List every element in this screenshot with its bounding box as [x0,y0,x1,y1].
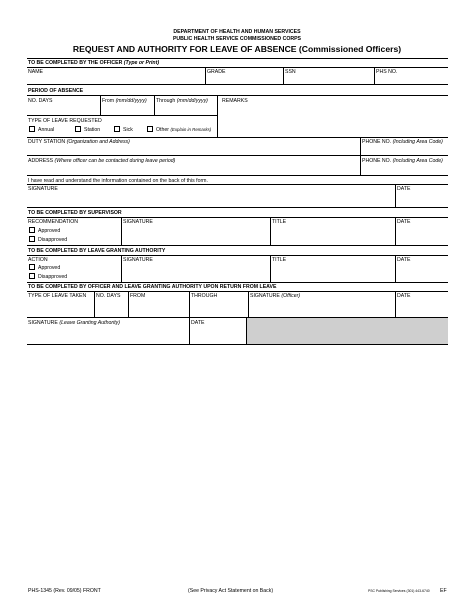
section-divider [27,58,448,59]
from-label: From (mm/dd/yyyy) [102,98,147,104]
department-name: DEPARTMENT OF HEALTH AND HUMAN SERVICES [173,29,301,35]
authority-approved-checkbox[interactable] [29,264,35,270]
supervisor-section-heading: TO BE COMPLETED BY SUPERVISOR [28,210,122,216]
row-line [27,255,448,256]
cell-divider [360,137,361,175]
lga-date-label: DATE [191,320,205,326]
officer-signature-label: SIGNATURE [28,186,58,192]
name-label: NAME [28,69,43,75]
station-label: Station [84,127,101,133]
section-divider [27,207,448,208]
ssn-label: SSN [285,69,296,75]
phone-label: PHONE NO. (Including Area Code) [362,139,443,145]
supervisor-signature-label: SIGNATURE [123,219,153,225]
address-label: ADDRESS (Where officer can be contacted during leave period) [28,158,176,164]
cell-divider [270,255,271,282]
row-line [27,137,448,138]
period-heading: PERIOD OF ABSENCE [28,88,84,94]
cell-divider [283,67,284,84]
annual-checkbox[interactable] [29,126,35,132]
cell-divider [94,291,95,317]
row-line [27,155,448,156]
duty-station-label: DUTY STATION (Organization and Address) [28,139,130,145]
cell-divider [395,217,396,245]
officer-section-heading: TO BE COMPLETED BY THE OFFICER (Type or Print) [28,60,160,66]
return-section-heading: TO BE COMPLETED BY OFFICER AND LEAVE GRANTING AUTHORITY UPON RETURN FROM LEAVE [28,284,277,290]
row-line [27,291,448,292]
cell-divider [395,184,396,207]
supervisor-title-label: TITLE [272,219,287,225]
row-line [27,217,448,218]
remarks-label: REMARKS [222,98,248,104]
shaded-area [247,318,448,344]
phs-no-label: PHS NO. [376,69,398,75]
authority-section-heading: TO BE COMPLETED BY LEAVE GRANTING AUTHORITY [28,248,166,254]
acknowledgement-text: I have read and understand the information contained on the back of this form. [28,178,208,184]
type-taken-label: TYPE OF LEAVE TAKEN [28,293,87,299]
row-line [27,95,448,96]
form-code: EF [440,588,447,594]
return-date-label: DATE [397,293,411,299]
corps-name: PUBLIC HEALTH SERVICE COMMISSIONED CORPS [172,36,302,42]
section-divider [27,282,448,283]
form-title: REQUEST AND AUTHORITY FOR LEAVE OF ABSENCE (Commissioned Officers) [72,44,402,54]
cell-divider [128,291,129,317]
other-checkbox[interactable] [147,126,153,132]
row-line [27,67,448,68]
cell-divider [100,95,101,115]
row-line [27,344,448,345]
authority-approved-label: Approved [38,265,61,271]
grade-label: GRADE [207,69,226,75]
recommendation-label: RECOMMENDATION [28,219,79,225]
return-from-label: FROM [130,293,146,299]
authority-title-label: TITLE [272,257,287,263]
row-line [27,175,448,176]
annual-label: Annual [38,127,55,133]
supervisor-disapproved-label: Disapproved [38,237,68,243]
row-line [27,115,217,116]
form-number: PHS-1345 (Rev. 09/05) FRONT [28,588,101,594]
no-days-label: NO. DAYS [28,98,53,104]
sick-label: Sick [123,127,133,133]
cell-divider [270,217,271,245]
return-through-label: THROUGH [191,293,218,299]
authority-disapproved-label: Disapproved [38,274,68,280]
return-no-days-label: NO. DAYS [96,293,121,299]
supervisor-approved-label: Approved [38,228,61,234]
supervisor-date-label: DATE [397,219,411,225]
cell-divider [217,95,218,137]
supervisor-approved-checkbox[interactable] [29,227,35,233]
supervisor-disapproved-checkbox[interactable] [29,236,35,242]
return-officer-signature-label: SIGNATURE (Officer) [250,293,301,299]
cell-divider [395,291,396,317]
section-divider [27,245,448,246]
cell-divider [395,255,396,282]
phone-label-2: PHONE NO. (Including Area Code) [362,158,443,164]
authority-signature-label: SIGNATURE [123,257,153,263]
lga-signature-label: SIGNATURE (Leave Granting Authority) [28,320,120,326]
cell-divider [205,67,206,84]
station-checkbox[interactable] [75,126,81,132]
type-of-leave-label: TYPE OF LEAVE REQUESTED [28,118,102,124]
cell-divider [121,255,122,282]
row-line [27,84,448,85]
cell-divider [248,291,249,317]
privacy-note: (See Privacy Act Statement on Back) [188,588,274,594]
action-label: ACTION [28,257,48,263]
row-line [27,184,448,185]
cell-divider [374,67,375,84]
other-label: Other (Explain in Remarks) [156,127,212,133]
sick-checkbox[interactable] [114,126,120,132]
officer-date-label: DATE [397,186,411,192]
publisher-note: PSC Publishing Services (301) 443-6740 [368,589,430,593]
authority-date-label: DATE [397,257,411,263]
cell-divider [121,217,122,245]
through-label: Through (mm/dd/yyyy) [156,98,208,104]
cell-divider [154,95,155,115]
authority-disapproved-checkbox[interactable] [29,273,35,279]
